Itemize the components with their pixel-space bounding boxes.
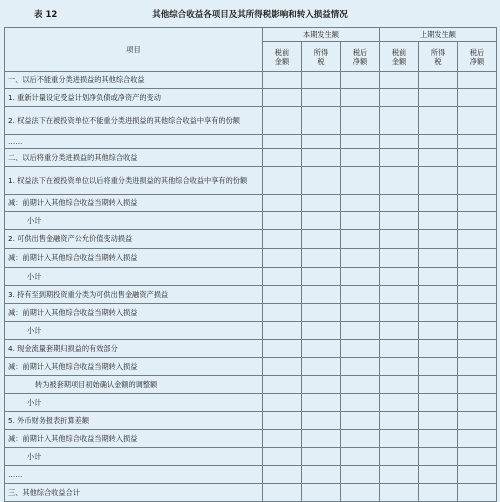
amount-cell [263, 430, 302, 448]
amount-cell [458, 430, 497, 448]
amount-cell [302, 230, 341, 249]
column-header-item: 项目 [5, 28, 263, 72]
table-row [5, 466, 497, 484]
amount-cell [380, 135, 419, 149]
amount-cell [380, 230, 419, 249]
amount-cell [263, 72, 302, 89]
amount-cell [419, 107, 458, 135]
amount-cell [419, 149, 458, 167]
amount-cell [458, 340, 497, 358]
row-label: 减：前期计入其他综合收益当期转入损益 [5, 195, 263, 212]
table-row [5, 107, 497, 135]
amount-cell [302, 394, 341, 412]
amount-cell [380, 212, 419, 230]
row-label: 减：前期计入其他综合收益当期转入损益 [5, 304, 263, 322]
row-label: 三、其他综合收益合计 [5, 484, 263, 502]
amount-cell [302, 107, 341, 135]
amount-cell [419, 195, 458, 212]
amount-cell [419, 304, 458, 322]
amount-cell [341, 212, 380, 230]
table-row [5, 268, 497, 286]
amount-cell [263, 149, 302, 167]
amount-cell [380, 286, 419, 304]
amount-cell [380, 412, 419, 430]
amount-cell [341, 72, 380, 89]
amount-cell [341, 448, 380, 466]
amount-cell [419, 230, 458, 249]
amount-cell [380, 72, 419, 89]
amount-cell [380, 358, 419, 376]
amount-cell [380, 304, 419, 322]
amount-cell [302, 89, 341, 107]
row-label: 5. 外币财务报表折算差额 [5, 412, 263, 430]
amount-cell [341, 412, 380, 430]
table-row [5, 230, 497, 249]
amount-cell [419, 394, 458, 412]
amount-cell [263, 340, 302, 358]
amount-cell [380, 268, 419, 286]
amount-cell [458, 394, 497, 412]
amount-cell [263, 484, 302, 502]
amount-cell [341, 484, 380, 502]
amount-cell [302, 430, 341, 448]
amount-cell [302, 135, 341, 149]
amount-cell [341, 89, 380, 107]
row-label: 2. 权益法下在被投资单位不能重分类进损益的其他综合收益中享有的份额 [5, 107, 263, 135]
row-label: 减：前期计入其他综合收益当期转入损益 [5, 358, 263, 376]
amount-cell [380, 340, 419, 358]
amount-cell [419, 135, 458, 149]
amount-cell [419, 286, 458, 304]
amount-cell [341, 376, 380, 394]
table-row [5, 340, 497, 358]
amount-cell [419, 412, 458, 430]
column-header-prior-period: 上期发生额 [380, 28, 497, 42]
table-row [5, 135, 497, 149]
amount-cell [458, 358, 497, 376]
amount-cell [380, 394, 419, 412]
amount-cell [341, 149, 380, 167]
table-row [5, 376, 497, 394]
amount-cell [341, 135, 380, 149]
amount-cell [263, 358, 302, 376]
table-row [5, 249, 497, 268]
row-label: 2. 可供出售金融资产公允价值变动损益 [5, 230, 263, 249]
amount-cell [458, 89, 497, 107]
table-row [5, 89, 497, 107]
row-label: 减：前期计入其他综合收益当期转入损益 [5, 249, 263, 268]
amount-cell [263, 286, 302, 304]
amount-cell [263, 394, 302, 412]
amount-cell [302, 167, 341, 195]
row-label: 一、以后不能重分类进损益的其他综合收益 [5, 72, 263, 89]
amount-cell [341, 466, 380, 484]
amount-cell [419, 72, 458, 89]
column-subheader-current-pre-tax: 税前 金额 [263, 42, 302, 72]
amount-cell [263, 376, 302, 394]
row-label: …… [5, 135, 263, 149]
amount-cell [458, 107, 497, 135]
other-comprehensive-income-table [4, 27, 497, 502]
table-row [5, 412, 497, 430]
column-subheader-current-income-tax: 所得 税 [302, 42, 341, 72]
row-label: 转为被套期项目初始确认金额的调整额 [5, 376, 263, 394]
amount-cell [263, 167, 302, 195]
amount-cell [302, 376, 341, 394]
amount-cell [302, 340, 341, 358]
amount-cell [380, 195, 419, 212]
table-row [5, 167, 497, 195]
row-label: 4. 现金流量套期归损益的有效部分 [5, 340, 263, 358]
amount-cell [341, 394, 380, 412]
table-row [5, 322, 497, 340]
amount-cell [341, 195, 380, 212]
amount-cell [458, 304, 497, 322]
amount-cell [263, 304, 302, 322]
amount-cell [419, 376, 458, 394]
table-row [5, 195, 497, 212]
amount-cell [263, 322, 302, 340]
amount-cell [458, 376, 497, 394]
amount-cell [458, 484, 497, 502]
row-label: 3. 持有至到期投资重分类为可供出售金融资产损益 [5, 286, 263, 304]
amount-cell [302, 322, 341, 340]
amount-cell [380, 430, 419, 448]
amount-cell [263, 212, 302, 230]
amount-cell [263, 249, 302, 268]
row-label: 减：前期计入其他综合收益当期转入损益 [5, 430, 263, 448]
table-row [5, 212, 497, 230]
table-title: 其他综合收益各项目及其所得税影响和转入损益情况 [152, 10, 348, 20]
amount-cell [380, 167, 419, 195]
amount-cell [341, 249, 380, 268]
amount-cell [419, 167, 458, 195]
amount-cell [380, 249, 419, 268]
amount-cell [263, 268, 302, 286]
amount-cell [341, 167, 380, 195]
amount-cell [419, 212, 458, 230]
amount-cell [458, 212, 497, 230]
amount-cell [419, 340, 458, 358]
amount-cell [380, 466, 419, 484]
row-label: 小计 [5, 268, 263, 286]
amount-cell [302, 412, 341, 430]
amount-cell [458, 412, 497, 430]
table-row [5, 430, 497, 448]
amount-cell [263, 135, 302, 149]
amount-cell [419, 322, 458, 340]
column-header-current-period: 本期发生额 [263, 28, 380, 42]
amount-cell [458, 286, 497, 304]
amount-cell [458, 167, 497, 195]
amount-cell [341, 268, 380, 286]
amount-cell [458, 322, 497, 340]
amount-cell [419, 430, 458, 448]
amount-cell [302, 72, 341, 89]
row-label: 1. 权益法下在被投资单位以后将重分类进损益的其他综合收益中享有的份额 [5, 167, 263, 195]
amount-cell [302, 286, 341, 304]
amount-cell [380, 448, 419, 466]
amount-cell [419, 249, 458, 268]
row-label: 1. 重新计量设定受益计划净负债或净资产的变动 [5, 89, 263, 107]
table-row [5, 286, 497, 304]
amount-cell [419, 466, 458, 484]
amount-cell [302, 195, 341, 212]
row-label: 小计 [5, 212, 263, 230]
amount-cell [380, 322, 419, 340]
amount-cell [458, 268, 497, 286]
row-label: 二、以后将重分类进损益的其他综合收益 [5, 149, 263, 167]
amount-cell [302, 466, 341, 484]
table-row [5, 358, 497, 376]
amount-cell [302, 212, 341, 230]
amount-cell [458, 195, 497, 212]
amount-cell [302, 304, 341, 322]
amount-cell [380, 107, 419, 135]
column-subheader-prior-income-tax: 所得 税 [419, 42, 458, 72]
table-row [5, 149, 497, 167]
amount-cell [419, 358, 458, 376]
amount-cell [380, 484, 419, 502]
amount-cell [341, 340, 380, 358]
amount-cell [458, 72, 497, 89]
amount-cell [263, 448, 302, 466]
row-label: 小计 [5, 394, 263, 412]
amount-cell [419, 89, 458, 107]
amount-cell [458, 249, 497, 268]
amount-cell [341, 358, 380, 376]
amount-cell [341, 430, 380, 448]
amount-cell [380, 376, 419, 394]
row-label: 小计 [5, 448, 263, 466]
amount-cell [341, 286, 380, 304]
amount-cell [341, 304, 380, 322]
amount-cell [380, 149, 419, 167]
amount-cell [263, 230, 302, 249]
amount-cell [458, 448, 497, 466]
amount-cell [302, 149, 341, 167]
amount-cell [263, 466, 302, 484]
amount-cell [341, 107, 380, 135]
table-header [4, 6, 496, 24]
amount-cell [419, 448, 458, 466]
amount-cell [341, 322, 380, 340]
amount-cell [419, 484, 458, 502]
amount-cell [380, 89, 419, 107]
amount-cell [458, 230, 497, 249]
table-row [5, 304, 497, 322]
table-row [5, 448, 497, 466]
amount-cell [341, 230, 380, 249]
row-label: …… [5, 466, 263, 484]
amount-cell [458, 466, 497, 484]
table-number: 表 12 [34, 10, 58, 20]
amount-cell [419, 268, 458, 286]
row-label: 小计 [5, 322, 263, 340]
amount-cell [263, 89, 302, 107]
amount-cell [302, 358, 341, 376]
column-subheader-prior-pre-tax: 税前 金额 [380, 42, 419, 72]
table-row [5, 72, 497, 89]
amount-cell [302, 249, 341, 268]
amount-cell [302, 484, 341, 502]
column-subheader-current-after-tax: 税后 净额 [341, 42, 380, 72]
amount-cell [263, 195, 302, 212]
amount-cell [263, 107, 302, 135]
amount-cell [302, 448, 341, 466]
table-row [5, 394, 497, 412]
amount-cell [458, 135, 497, 149]
amount-cell [263, 412, 302, 430]
amount-cell [302, 268, 341, 286]
table-row [5, 484, 497, 502]
amount-cell [458, 149, 497, 167]
column-subheader-prior-after-tax: 税后 净额 [458, 42, 497, 72]
